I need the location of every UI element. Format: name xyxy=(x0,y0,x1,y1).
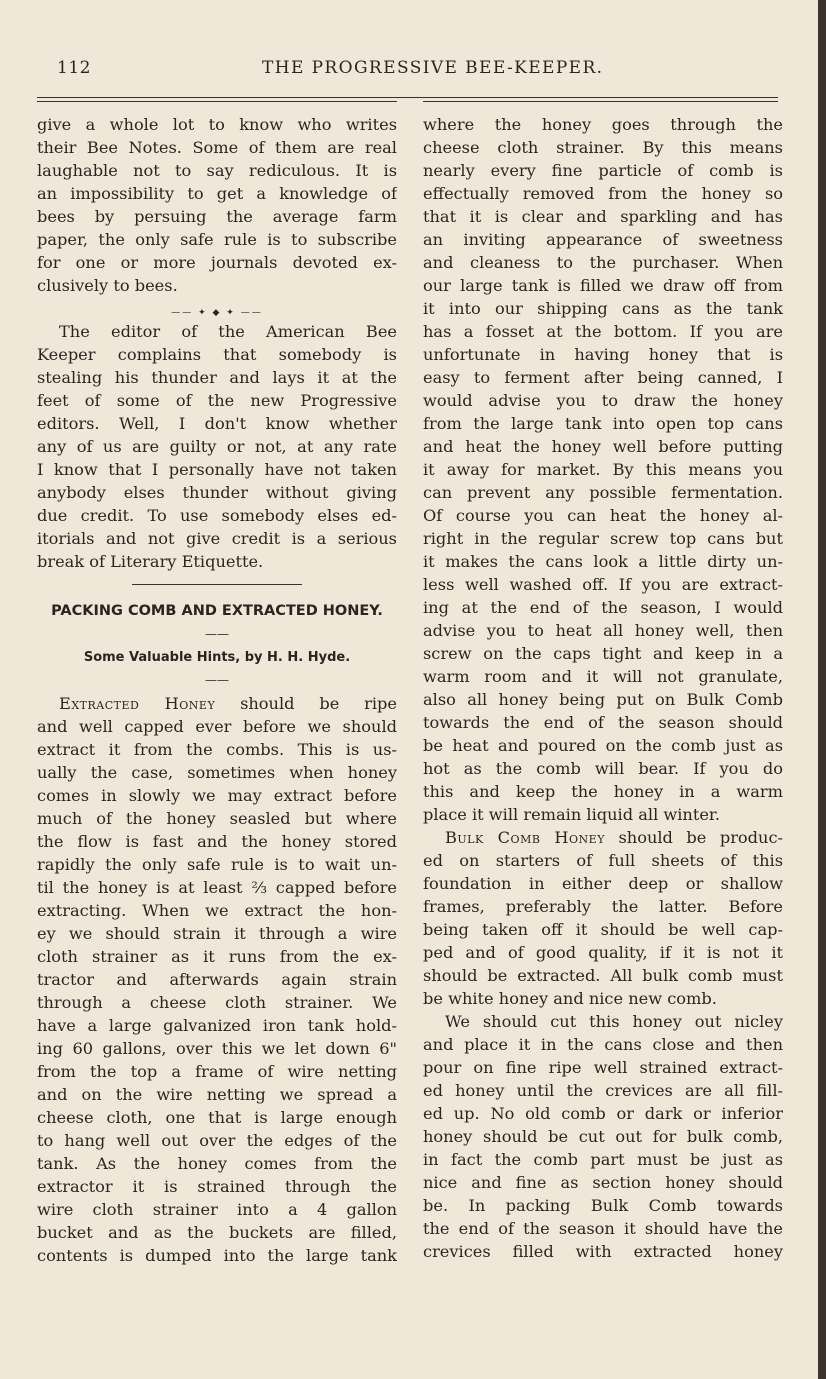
text-line: much of the honey seasled but where xyxy=(37,809,397,828)
text-line: the flow is fast and the honey stored xyxy=(37,832,397,851)
text-line: easy to ferment after being canned, I xyxy=(423,368,783,387)
text-line: should be extracted. All bulk comb must xyxy=(423,966,783,985)
text-line: ually the case, sometimes when honey xyxy=(37,763,397,782)
text-line: their Bee Notes. Some of them are real xyxy=(37,138,397,157)
paragraph-bee-notes xyxy=(37,113,397,297)
text-line: towards the end of the season should xyxy=(423,713,783,732)
text-line: bucket and as the buckets are filled, xyxy=(37,1223,397,1242)
text-line: has a fosset at the bottom. If you are xyxy=(423,322,783,341)
text-line: hot as the comb will bear. If you do xyxy=(423,759,783,778)
lead-line-rest: should be ripe xyxy=(240,694,397,713)
paragraph-strainer-continued xyxy=(423,113,783,826)
left-column xyxy=(37,113,397,1267)
text-line: it away for market. By this means you xyxy=(423,460,783,479)
text-line: an inviting appearance of sweetness xyxy=(423,230,783,249)
text-line xyxy=(423,826,783,849)
page-number: 112 xyxy=(57,58,91,78)
text-line: extractor it is strained through the xyxy=(37,1177,397,1196)
text-line: be. In packing Bulk Comb towards xyxy=(423,1196,783,1215)
text-line: ped and of good quality, if it is not it xyxy=(423,943,783,962)
text-line: wire cloth strainer into a 4 gallon xyxy=(37,1200,397,1219)
text-line: also all honey being put on Bulk Comb xyxy=(423,690,783,709)
divider-rule xyxy=(132,584,302,585)
paragraph-cutting-comb xyxy=(423,1010,783,1263)
ornament-glyphs: —— ✦ ◆ ✦ —— xyxy=(171,308,263,318)
paragraph-american-bee-keeper xyxy=(37,320,397,573)
text-line: Of course you can heat the honey al- xyxy=(423,506,783,525)
text-line: honey should be cut out for bulk comb, xyxy=(423,1127,783,1146)
text-line: We should cut this honey out nicley xyxy=(445,1012,783,1031)
page-header xyxy=(0,58,826,84)
text-line: til the honey is at least ⅔ capped before xyxy=(37,878,397,897)
dash-separator: —— xyxy=(205,627,229,641)
text-line: extracting. When we extract the hon- xyxy=(37,901,397,920)
text-line: nearly every fine particle of comb is xyxy=(423,161,783,180)
text-line: paper, the only safe rule is to subscribe xyxy=(37,230,397,249)
text-line: ed honey until the crevices are all fill- xyxy=(423,1081,783,1100)
text-line: and well capped ever before we should xyxy=(37,717,397,736)
text-line: cheese cloth, one that is large enough xyxy=(37,1108,397,1127)
text-line: The editor of the American Bee xyxy=(59,322,397,341)
text-line: effectually removed from the honey so xyxy=(423,184,783,203)
text-line: Keeper complains that somebody is xyxy=(37,345,397,364)
text-line: be white honey and nice new comb. xyxy=(423,989,717,1008)
lead-line-rest: should be produc- xyxy=(618,828,783,847)
text-line: right in the regular screw top cans but xyxy=(423,529,783,548)
text-line: screw on the caps tight and keep in a xyxy=(423,644,783,663)
text-line: from the large tank into open top cans xyxy=(423,414,783,433)
text-line: through a cheese cloth strainer. We xyxy=(37,993,397,1012)
text-line: contents is dumped into the large tank xyxy=(37,1246,397,1265)
section-divider xyxy=(37,573,397,596)
text-line: from the top a frame of wire netting xyxy=(37,1062,397,1081)
text-line: have a large galvanized iron tank hold- xyxy=(37,1016,397,1035)
text-line: advise you to heat all honey well, then xyxy=(423,621,783,640)
header-rule-right xyxy=(423,101,778,102)
text-line: and on the wire netting we spread a xyxy=(37,1085,397,1104)
text-line: be heat and poured on the comb just as xyxy=(423,736,783,755)
text-line: itorials and not give credit is a serious xyxy=(37,529,397,548)
lead-in-small-caps: Bulk Comb Honey xyxy=(445,828,605,847)
ornament-divider xyxy=(37,297,397,320)
text-line: extract it from the combs. This is us- xyxy=(37,740,397,759)
text-line: bees by persuing the average farm xyxy=(37,207,397,226)
paragraph-extracted-honey xyxy=(37,692,397,1267)
text-line: nice and fine as section honey should xyxy=(423,1173,783,1192)
text-line: comes in slowly we may extract before xyxy=(37,786,397,805)
text-line: feet of some of the new Progressive xyxy=(37,391,397,410)
text-line: place it will remain liquid all winter. xyxy=(423,805,721,824)
journal-title: THE PROGRESSIVE BEE-KEEPER. xyxy=(262,58,604,78)
book-spine-edge xyxy=(818,0,826,1379)
text-line: tractor and afterwards again strain xyxy=(37,970,397,989)
text-line: anybody elses thunder without giving xyxy=(37,483,397,502)
text-line: and place it in the cans close and then xyxy=(423,1035,783,1054)
text-line: ed on starters of full sheets of this xyxy=(423,851,783,870)
article-subtitle: Some Valuable Hints, by H. H. Hyde. xyxy=(83,650,351,665)
text-line: it makes the cans look a little dirty un- xyxy=(423,552,783,571)
text-line: break of Literary Etiquette. xyxy=(37,552,264,571)
text-line: our large tank is filled we draw off from xyxy=(423,276,783,295)
text-line: give a whole lot to know who writes xyxy=(37,115,397,134)
text-line: ey we should strain it through a wire xyxy=(37,924,397,943)
text-line xyxy=(37,692,397,715)
text-line: cloth strainer as it runs from the ex- xyxy=(37,947,397,966)
text-line: cheese cloth strainer. By this means xyxy=(423,138,783,157)
text-line: ed up. No old comb or dark or inferior xyxy=(423,1104,783,1123)
text-line: due credit. To use somebody elses ed- xyxy=(37,506,397,525)
text-line: rapidly the only safe rule is to wait un- xyxy=(37,855,397,874)
paragraph-bulk-comb-honey xyxy=(423,826,783,1010)
text-line: frames, preferably the latter. Before xyxy=(423,897,783,916)
text-line: warm room and it will not granulate, xyxy=(423,667,783,686)
text-line: any of us are guilty or not, at any rate xyxy=(37,437,397,456)
text-line: an impossibility to get a knowledge of xyxy=(37,184,397,203)
text-line: in fact the comb part must be just as xyxy=(423,1150,783,1169)
text-line: would advise you to draw the honey xyxy=(423,391,783,410)
text-line: foundation in either deep or shallow xyxy=(423,874,783,893)
lead-in-small-caps: Extracted Honey xyxy=(59,694,216,713)
text-line: ing 60 gallons, over this we let down 6" xyxy=(37,1039,397,1058)
text-line: clusively to bees. xyxy=(37,276,178,295)
text-line: less well washed off. If you are extract- xyxy=(423,575,783,594)
text-line: this and keep the honey in a warm xyxy=(423,782,783,801)
text-line: being taken off it should be well cap- xyxy=(423,920,783,939)
text-line: and cleaness to the purchaser. When xyxy=(423,253,783,272)
header-rule-left xyxy=(37,101,397,102)
right-column xyxy=(423,113,783,1263)
text-line: stealing his thunder and lays it at the xyxy=(37,368,397,387)
text-line: unfortunate in having honey that is xyxy=(423,345,783,364)
text-line: editors. Well, I don't know whether xyxy=(37,414,397,433)
text-line: tank. As the honey comes from the xyxy=(37,1154,397,1173)
text-line: the end of the season it should have the xyxy=(423,1219,783,1238)
text-line: to hang well out over the edges of the xyxy=(37,1131,397,1150)
text-line: I know that I personally have not taken xyxy=(37,460,397,479)
text-line: ing at the end of the season, I would xyxy=(423,598,783,617)
dash-separator: —— xyxy=(205,673,229,687)
text-line: where the honey goes through the xyxy=(423,115,783,134)
text-line: laughable not to say rediculous. It is xyxy=(37,161,397,180)
text-line: can prevent any possible fermentation. xyxy=(423,483,783,502)
text-line: it into our shipping cans as the tank xyxy=(423,299,783,318)
article-title: PACKING COMB AND EXTRACTED HONEY. xyxy=(51,603,383,619)
text-line: and heat the honey well before putting xyxy=(423,437,783,456)
text-line: for one or more journals devoted ex- xyxy=(37,253,397,272)
text-line: that it is clear and sparkling and has xyxy=(423,207,783,226)
text-line: pour on fine ripe well strained extract- xyxy=(423,1058,783,1077)
text-line: crevices filled with extracted honey xyxy=(423,1242,783,1261)
header-rule-top xyxy=(37,97,778,98)
